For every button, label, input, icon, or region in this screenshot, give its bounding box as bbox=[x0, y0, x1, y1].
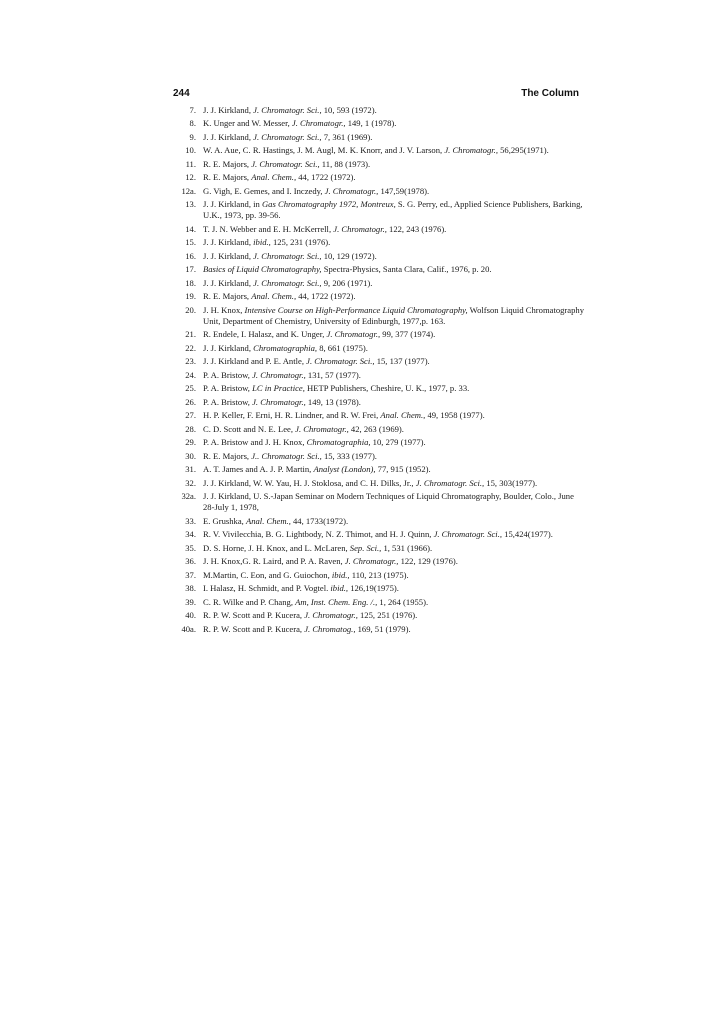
reference-source-italic: J. Chromatogr., bbox=[344, 556, 399, 567]
reference-source-italic: J. Chromatogr., bbox=[444, 145, 498, 156]
reference-number: 36. bbox=[185, 556, 196, 567]
reference-text-part: 49, 1958 (1977). bbox=[425, 410, 485, 421]
reference-item bbox=[172, 464, 584, 475]
reference-text-part: P. A. Bristow, bbox=[203, 396, 253, 407]
reference-source-italic: Anal. Chem., bbox=[251, 172, 297, 183]
reference-text bbox=[203, 159, 584, 170]
reference-item bbox=[172, 132, 584, 143]
reference-text-part: T. J. N. Webber and E. H. McKerrell, bbox=[203, 223, 334, 234]
reference-text-part: P. A. Bristow, bbox=[203, 369, 253, 380]
reference-number: 17. bbox=[185, 264, 196, 275]
reference-text-part: 10, 279 (1977). bbox=[370, 437, 426, 448]
reference-item bbox=[172, 397, 584, 408]
reference-text-part: W. A. Aue, C. R. Hastings, J. M. Augl, M. K. Knorr, and J. V. Larson, bbox=[203, 145, 445, 156]
reference-text bbox=[203, 118, 584, 129]
reference-text bbox=[203, 132, 584, 143]
reference-number: 18. bbox=[185, 277, 196, 288]
reference-text-part: G. Vigh, E. Gemes, and I. Inczedy, bbox=[203, 185, 325, 196]
reference-text bbox=[203, 424, 584, 435]
reference-text bbox=[203, 597, 584, 608]
reference-text bbox=[203, 437, 584, 448]
reference-text-part: J. H. Knox,G. R. Laird, and P. A. Raven, bbox=[203, 556, 345, 567]
reference-text bbox=[203, 529, 584, 540]
reference-text-part: HETP Publishers, Cheshire, U. K., 1977, p. 33. bbox=[304, 383, 470, 394]
reference-text-part: J. J. Kirkland and P. E. Antle, bbox=[203, 356, 307, 367]
reference-text-part: 110, 213 (1975). bbox=[349, 569, 409, 580]
reference-text-part: R. E. Majors, bbox=[203, 158, 252, 169]
reference-text bbox=[203, 543, 584, 554]
reference-text-part: 131, 57 (1977). bbox=[305, 369, 361, 380]
reference-text bbox=[203, 264, 584, 275]
reference-number: 31. bbox=[185, 464, 196, 475]
reference-source-italic: J.. Chromatogr. Sci., bbox=[251, 450, 322, 461]
reference-text-part: 122, 129 (1976). bbox=[398, 556, 458, 567]
reference-item bbox=[172, 410, 584, 421]
reference-number: 16. bbox=[185, 250, 196, 261]
reference-text-part: J. J. Kirkland, in bbox=[203, 199, 262, 210]
reference-source-italic: Anal. Chem., bbox=[245, 515, 291, 526]
reference-text-part: J. J. Kirkland, bbox=[203, 105, 254, 115]
reference-text-part: R. P. W. Scott and P. Kucera, bbox=[203, 623, 305, 634]
reference-text-part: 126,19(1975). bbox=[348, 583, 399, 594]
reference-text bbox=[203, 491, 584, 513]
reference-number: 35. bbox=[185, 542, 196, 553]
reference-text-part: H. P. Keller, F. Erni, H. R. Lindner, and R. W. Frei, bbox=[203, 410, 381, 421]
reference-text-part: J. H. Knox, bbox=[203, 304, 245, 315]
reference-text bbox=[203, 464, 584, 475]
reference-source-italic: J. Chromatogr. Sci., bbox=[253, 250, 322, 261]
reference-item bbox=[172, 264, 584, 275]
reference-number: 24. bbox=[185, 369, 196, 380]
reference-text bbox=[203, 583, 584, 594]
reference-source-italic: Chromatographia, bbox=[306, 437, 371, 448]
reference-text bbox=[203, 624, 584, 635]
reference-item bbox=[172, 356, 584, 367]
reference-item bbox=[172, 291, 584, 302]
reference-item bbox=[172, 105, 584, 116]
reference-number: 13. bbox=[185, 199, 196, 210]
reference-item bbox=[172, 329, 584, 340]
reference-text-part: Spectra-Physics, Santa Clara, Calif., 1976, p. 20. bbox=[321, 264, 492, 275]
reference-number: 39. bbox=[185, 596, 196, 607]
reference-text-part: S. G. Perry, ed., Applied Science Publishers, Barking, U.K., 1973, pp. 39-56. bbox=[203, 199, 583, 221]
reference-item bbox=[172, 370, 584, 381]
reference-text-part: J. J. Kirkland, bbox=[203, 342, 254, 353]
reference-source-italic: Chromatographia, bbox=[253, 342, 318, 353]
reference-text-part: J. J. Kirkland, U. S.-Japan Seminar on Modern Techniques of Liquid Chromatography, Boulder, Colo., June 28-July 1, 1978, bbox=[203, 491, 574, 513]
reference-source-italic: J. Chromatogr., bbox=[291, 118, 346, 129]
reference-item bbox=[172, 624, 584, 635]
reference-number: 38. bbox=[185, 583, 196, 594]
reference-text-part: R. E. Majors, bbox=[203, 450, 252, 461]
reference-text bbox=[203, 451, 584, 462]
reference-text bbox=[203, 105, 584, 116]
reference-source-italic: Analyst (London), bbox=[313, 464, 376, 475]
reference-text-part: 56,295(1971). bbox=[497, 145, 549, 156]
reference-text-part: 1, 531 (1966). bbox=[381, 542, 433, 553]
reference-item bbox=[172, 583, 584, 594]
reference-number: 40a. bbox=[181, 623, 196, 634]
reference-text bbox=[203, 478, 584, 489]
reference-number: 28. bbox=[185, 423, 196, 434]
reference-text bbox=[203, 329, 584, 340]
reference-source-italic: J. Chromatogr., bbox=[326, 329, 381, 340]
running-title: The Column bbox=[521, 88, 579, 99]
reference-text-part: A. T. James and A. J. P. Martin, bbox=[203, 464, 314, 475]
reference-item bbox=[172, 424, 584, 435]
reference-item bbox=[172, 543, 584, 554]
page-header bbox=[173, 88, 579, 102]
reference-text-part: 125, 251 (1976). bbox=[357, 610, 418, 621]
reference-text-part: 44, 1722 (1972). bbox=[296, 291, 356, 302]
reference-text bbox=[203, 410, 584, 421]
reference-text bbox=[203, 343, 584, 354]
reference-item bbox=[172, 570, 584, 581]
reference-text-part: 8, 661 (1975). bbox=[317, 342, 368, 353]
reference-text bbox=[203, 186, 584, 197]
reference-text-part: R. E. Majors, bbox=[203, 172, 252, 183]
reference-text-part: R. P. W. Scott and P. Kucera, bbox=[203, 610, 305, 621]
reference-number: 30. bbox=[185, 450, 196, 461]
reference-text bbox=[203, 224, 584, 235]
reference-text-part: 169, 51 (1979). bbox=[355, 623, 411, 634]
reference-text bbox=[203, 251, 584, 262]
reference-item bbox=[172, 186, 584, 197]
reference-text bbox=[203, 199, 584, 221]
reference-text-part: 125, 231 (1976). bbox=[270, 237, 331, 248]
reference-item bbox=[172, 478, 584, 489]
reference-text-part: 42, 263 (1969). bbox=[348, 423, 404, 434]
reference-text bbox=[203, 516, 584, 527]
reference-text bbox=[203, 172, 584, 183]
reference-item bbox=[172, 145, 584, 156]
reference-text-part: J. J. Kirkland, W. W. Yau, H. J. Stoklosa, and C. H. Dilks, Jr., bbox=[203, 477, 416, 488]
reference-text-part: C. R. Wilke and P. Chang, bbox=[203, 596, 296, 607]
reference-number: 23. bbox=[185, 356, 196, 367]
reference-source-italic: Intensive Course on High-Performance Liquid Chromatography, bbox=[244, 304, 468, 315]
reference-number: 29. bbox=[185, 437, 196, 448]
reference-text bbox=[203, 278, 584, 289]
reference-item bbox=[172, 451, 584, 462]
reference-number: 37. bbox=[185, 569, 196, 580]
reference-source-italic: J. Chromatogr., bbox=[324, 185, 379, 196]
reference-source-italic: J. Chromatogr. Sci., bbox=[253, 277, 322, 288]
reference-text bbox=[203, 570, 584, 581]
reference-source-italic: ibid., bbox=[331, 569, 350, 580]
reference-source-italic: J. Chromatog., bbox=[304, 623, 356, 634]
reference-text-part: 147,59(1978). bbox=[378, 185, 430, 196]
reference-text-part: J. J. Kirkland, bbox=[203, 250, 254, 261]
reference-source-italic: J. Chromatogr. Sci., bbox=[253, 131, 322, 142]
reference-source-italic: Anal. Chem., bbox=[380, 410, 426, 421]
reference-source-italic: J. Chromatogr., bbox=[252, 396, 306, 407]
reference-source-italic: J. Chromatogr., bbox=[333, 223, 387, 234]
reference-text bbox=[203, 237, 584, 248]
reference-item bbox=[172, 172, 584, 183]
reference-text-part: 15, 333 (1977). bbox=[321, 450, 377, 461]
reference-text-part: P. A. Bristow and J. H. Knox, bbox=[203, 437, 307, 448]
reference-source-italic: J. Chromatogr. Sci., bbox=[433, 529, 502, 540]
reference-number: 15. bbox=[185, 237, 196, 248]
reference-item bbox=[172, 305, 584, 327]
reference-item bbox=[172, 224, 584, 235]
reference-item bbox=[172, 251, 584, 262]
reference-text-part: 149, 1 (1978). bbox=[345, 118, 397, 129]
page-number: 244 bbox=[173, 88, 190, 99]
reference-text-part: 1, 264 (1955). bbox=[377, 596, 429, 607]
reference-item bbox=[172, 383, 584, 394]
reference-source-italic: J. Chromatogr. Sci., bbox=[415, 477, 485, 488]
reference-item bbox=[172, 118, 584, 129]
reference-number: 21. bbox=[185, 329, 196, 340]
reference-text-part: R. V. Vivilecchia, B. G. Lightbody, N. Z. Thimot, and H. J. Quinn, bbox=[203, 529, 434, 540]
reference-text-part: 11, 88 (1973). bbox=[319, 158, 371, 169]
reference-text bbox=[203, 556, 584, 567]
reference-source-italic: J. Chromatogr. Sci., bbox=[306, 356, 375, 367]
reference-text-part: 15, 303(1977). bbox=[484, 477, 538, 488]
reference-text-part: 99, 377 (1974). bbox=[380, 329, 436, 340]
reference-list bbox=[172, 105, 584, 637]
reference-text-part: P. A. Bristow, bbox=[203, 383, 253, 394]
reference-text bbox=[203, 383, 584, 394]
reference-text-part: 10, 129 (1972). bbox=[321, 250, 377, 261]
reference-item bbox=[172, 610, 584, 621]
reference-source-italic: ibid., bbox=[253, 237, 271, 248]
reference-text-part: D. S. Horne, J. H. Knox, and L. McLaren, bbox=[203, 542, 350, 553]
reference-text-part: J. J. Kirkland, bbox=[203, 131, 254, 142]
reference-source-italic: J. Chromatogr., bbox=[252, 369, 306, 380]
reference-number: 9. bbox=[189, 131, 196, 142]
reference-text-part: I. Halasz, H. Schmidt, and P. Vogtel. bbox=[203, 583, 331, 594]
reference-text bbox=[203, 145, 584, 156]
reference-number: 32a. bbox=[181, 491, 196, 502]
reference-source-italic: Gas Chromatography 1972, Montreux, bbox=[261, 199, 396, 210]
reference-source-italic: Am, Inst. Chem. Eng. /., bbox=[295, 596, 378, 607]
reference-text-part: 44, 1722 (1972). bbox=[296, 172, 356, 183]
reference-text-part: C. D. Scott and N. E. Lee, bbox=[203, 423, 296, 434]
reference-text-part: 9, 206 (1971). bbox=[321, 277, 373, 288]
reference-text-part: Wolfson Liquid Chromatography Unit, Department of Chemistry, University of Edinburgh, 1977,p. 163. bbox=[203, 304, 585, 326]
reference-text-part: R. Endele, I. Halasz, and K. Unger, bbox=[203, 329, 327, 340]
reference-text-part: K. Unger and W. Messer, bbox=[203, 118, 292, 129]
reference-number: 27. bbox=[185, 410, 196, 421]
reference-text-part: 7, 361 (1969). bbox=[321, 131, 373, 142]
reference-number: 10. bbox=[185, 145, 196, 156]
reference-number: 12a. bbox=[181, 185, 196, 196]
reference-source-italic: J. Chromatogr. Sci. bbox=[253, 105, 320, 115]
reference-item bbox=[172, 597, 584, 608]
reference-number: 7. bbox=[189, 105, 196, 115]
reference-text-part: M.Martin, C. Eon, and G. Guiochon, bbox=[203, 569, 332, 580]
reference-text bbox=[203, 356, 584, 367]
reference-text-part: 77, 915 (1952). bbox=[375, 464, 431, 475]
reference-number: 14. bbox=[185, 223, 196, 234]
reference-number: 25. bbox=[185, 383, 196, 394]
reference-source-italic: J. Chromatogr., bbox=[295, 423, 349, 434]
reference-item bbox=[172, 516, 584, 527]
reference-number: 26. bbox=[185, 396, 196, 407]
reference-number: 19. bbox=[185, 291, 196, 302]
reference-text-part: , 10, 593 (1972). bbox=[319, 105, 377, 115]
reference-item bbox=[172, 278, 584, 289]
reference-number: 40. bbox=[185, 610, 196, 621]
reference-text bbox=[203, 397, 584, 408]
reference-source-italic: Sep. Sci., bbox=[349, 542, 382, 553]
reference-number: 34. bbox=[185, 529, 196, 540]
reference-source-italic: Anal. Chem., bbox=[251, 291, 297, 302]
reference-text-part: 122, 243 (1976). bbox=[386, 223, 447, 234]
reference-text-part: 149, 13 (1978). bbox=[305, 396, 361, 407]
reference-source-italic: J. Chromatogr., bbox=[304, 610, 358, 621]
reference-number: 8. bbox=[189, 118, 196, 129]
reference-text-part: R. E. Majors, bbox=[203, 291, 252, 302]
reference-item bbox=[172, 529, 584, 540]
reference-number: 32. bbox=[185, 477, 196, 488]
reference-text-part: J. J. Kirkland, bbox=[203, 237, 254, 248]
reference-text-part: E. Grushka, bbox=[203, 515, 246, 526]
reference-source-italic: ibid., bbox=[330, 583, 349, 594]
reference-item bbox=[172, 437, 584, 448]
reference-item bbox=[172, 491, 584, 513]
reference-source-italic: LC in Practice, bbox=[252, 383, 305, 394]
reference-text bbox=[203, 610, 584, 621]
reference-item bbox=[172, 237, 584, 248]
reference-number: 20. bbox=[185, 304, 196, 315]
reference-item bbox=[172, 343, 584, 354]
reference-text-part: 44, 1733(1972). bbox=[290, 515, 349, 526]
reference-text bbox=[203, 305, 584, 327]
reference-number: 22. bbox=[185, 342, 196, 353]
reference-number: 12. bbox=[185, 172, 196, 183]
reference-item bbox=[172, 199, 584, 221]
reference-text bbox=[203, 370, 584, 381]
reference-item bbox=[172, 159, 584, 170]
reference-text-part: 15, 137 (1977). bbox=[374, 356, 430, 367]
reference-source-italic: J. Chromatogr. Sci., bbox=[251, 158, 320, 169]
reference-source-italic: Basics of Liquid Chromatography, bbox=[203, 264, 322, 275]
reference-item bbox=[172, 556, 584, 567]
reference-text-part: J. J. Kirkland, bbox=[203, 277, 254, 288]
reference-number: 11. bbox=[185, 158, 196, 169]
reference-number: 33. bbox=[185, 515, 196, 526]
reference-text-part: 15,424(1977). bbox=[502, 529, 553, 540]
reference-text bbox=[203, 291, 584, 302]
